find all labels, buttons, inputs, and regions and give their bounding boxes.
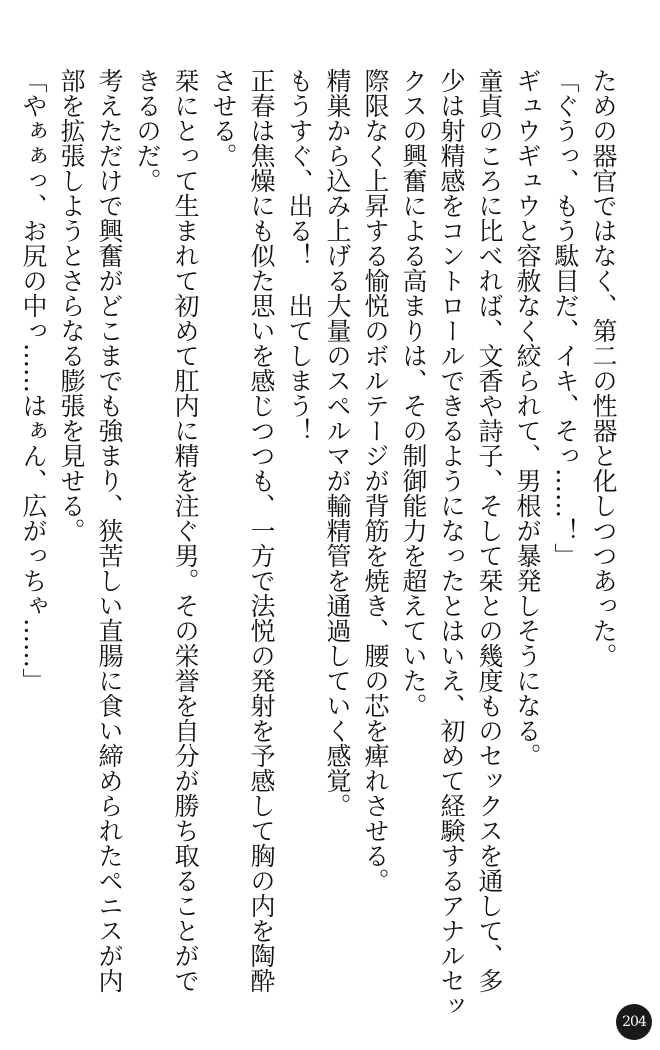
text-line: 童貞のころに比べれば、文香や詩子、そして栞との幾度ものセックスを通して、多 xyxy=(475,68,504,993)
vertical-text-body xyxy=(19,68,622,1018)
text-line: もうすぐ、出る！ 出てしまう！ xyxy=(285,68,314,443)
text-line: 正春は焦燥にも似た思いを感じつつも、一方で法悦の発射を予感して胸の内を陶酔 xyxy=(247,68,276,993)
text-line: ための器官ではなく、第二の性器と化しつつあった。 xyxy=(589,68,618,668)
text-line: 際限なく上昇する愉悦のボルテージが背筋を焼き、腰の芯を痺れさせる。 xyxy=(361,68,390,893)
text-line: 「ぐうっ、もう駄目だ、イキ、そっ……！」 xyxy=(551,68,580,568)
text-line: きるのだ。 xyxy=(133,68,162,193)
text-line: ギュウギュウと容赦なく絞られて、男根が暴発しそうになる。 xyxy=(513,68,542,768)
text-line: 栞にとって生まれて初めて肛内に精を注ぐ男。その栄誉を自分が勝ち取ることがで xyxy=(171,68,200,993)
page-number-badge: 204 xyxy=(616,1004,652,1040)
text-line: 精巣から込み上げる大量のスペルマが輸精管を通過していく感覚。 xyxy=(323,68,352,818)
text-line: 部を拡張しようとさらなる膨張を見せる。 xyxy=(57,68,86,543)
text-line: させる。 xyxy=(209,68,238,168)
text-line: 「やぁぁっ、お尻の中っ……はぁん、広がっちゃ……」 xyxy=(19,68,48,693)
text-line: 少は射精感をコントロールできるようになったとはいえ、初めて経験するアナルセッ xyxy=(437,68,466,1018)
text-line: 考えただけで興奮がどこまでも強まり、狭苦しい直腸に食い締められたペニスが内 xyxy=(95,68,124,993)
text-line: クスの興奮による高まりは、その制御能力を超えていた。 xyxy=(399,68,428,718)
